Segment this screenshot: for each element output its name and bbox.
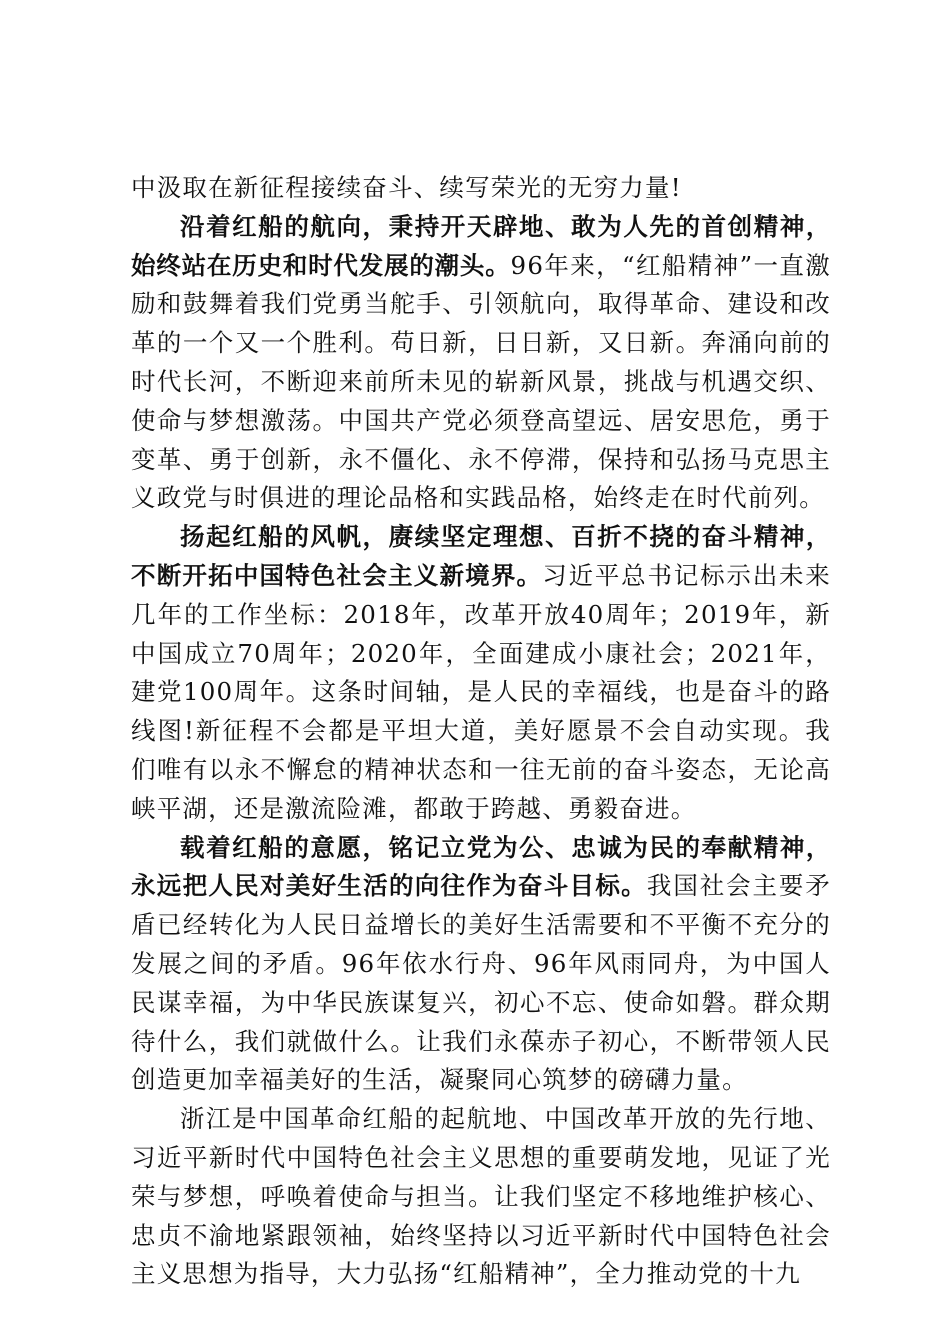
paragraph-lead-heading: 载着红船的意愿，铭记立党为公、忠诚为民的奉献精神，永远把人民对美好生活的向往作为奋斗目标。: [131, 832, 831, 901]
paragraph-zhejiang: [131, 1100, 831, 1294]
paragraph-text: 96年来，“红船精神”一直激励和鼓舞着我们党勇当舵手、引领航向，取得革命、建设和改革的一个又一个胜利。苟日新，日日新，又日新。奔涌向前的时代长河，不断迎来前所未见的崭新风景，挑战与机遇交织、使命与梦想激荡。中国共产党必须登高望远、居安思危，勇于变革、勇于创新，永不僵化、永不停滞，保持和弘扬马克思主义政党与时俱进的理论品格和实践品格，始终走在时代前列。: [131, 250, 832, 513]
paragraph-text: 中汲取在新征程接续奋斗、续写荣光的无穷力量!: [131, 173, 682, 202]
paragraph-dedication-spirit: [131, 829, 831, 1101]
paragraph-pioneering-spirit: [131, 208, 831, 518]
paragraph-continuation: [131, 169, 831, 208]
paragraph-lead-heading: 沿着红船的航向，秉持开天辟地、敢为人先的首创精神，始终站在历史和时代发展的潮头。: [131, 211, 831, 280]
paragraph-text: 我国社会主要矛盾已经转化为人民日益增长的美好生活需要和不平衡不充分的发展之间的矛盾。96年依水行舟、96年风雨同舟，为中国人民谋幸福，为中华民族谋复兴，初心不忘、使命如磐。群众期待什么，我们就做什么。让我们永葆赤子初心，不断带领人民创造更加幸福美好的生活，凝聚同心筑梦的磅礴力量。: [131, 871, 831, 1095]
article-body: [131, 169, 831, 1294]
paragraph-text: 浙江是中国革命红船的起航地、中国改革开放的先行地、习近平新时代中国特色社会主义思想的重要萌发地，见证了光荣与梦想，呼唤着使命与担当。让我们坚定不移地维护核心、忠贞不渝地紧跟领袖，始终坚持以习近平新时代中国特色社会主义思想为指导，大力弘扬“红船精神”，全力推动党的十九: [131, 1104, 831, 1289]
paragraph-struggle-spirit: [131, 518, 831, 828]
paragraph-text: 习近平总书记标示出未来几年的工作坐标：2018年，改革开放40周年；2019年，新中国成立70周年；2020年，全面建成小康社会；2021年，建党100周年。这条时间轴，是人民的幸福线，也是奋斗的路线图!新征程不会都是平坦大道，美好愿景不会自动实现。我们唯有以永不懈怠的精神状态和一往无前的奋斗姿态，无论高峡平湖，还是激流险滩，都敢于跨越、勇毅奋进。: [131, 560, 831, 823]
paragraph-lead-heading: 扬起红船的风帆，赓续坚定理想、百折不挠的奋斗精神，不断开拓中国特色社会主义新境界。: [131, 522, 831, 590]
